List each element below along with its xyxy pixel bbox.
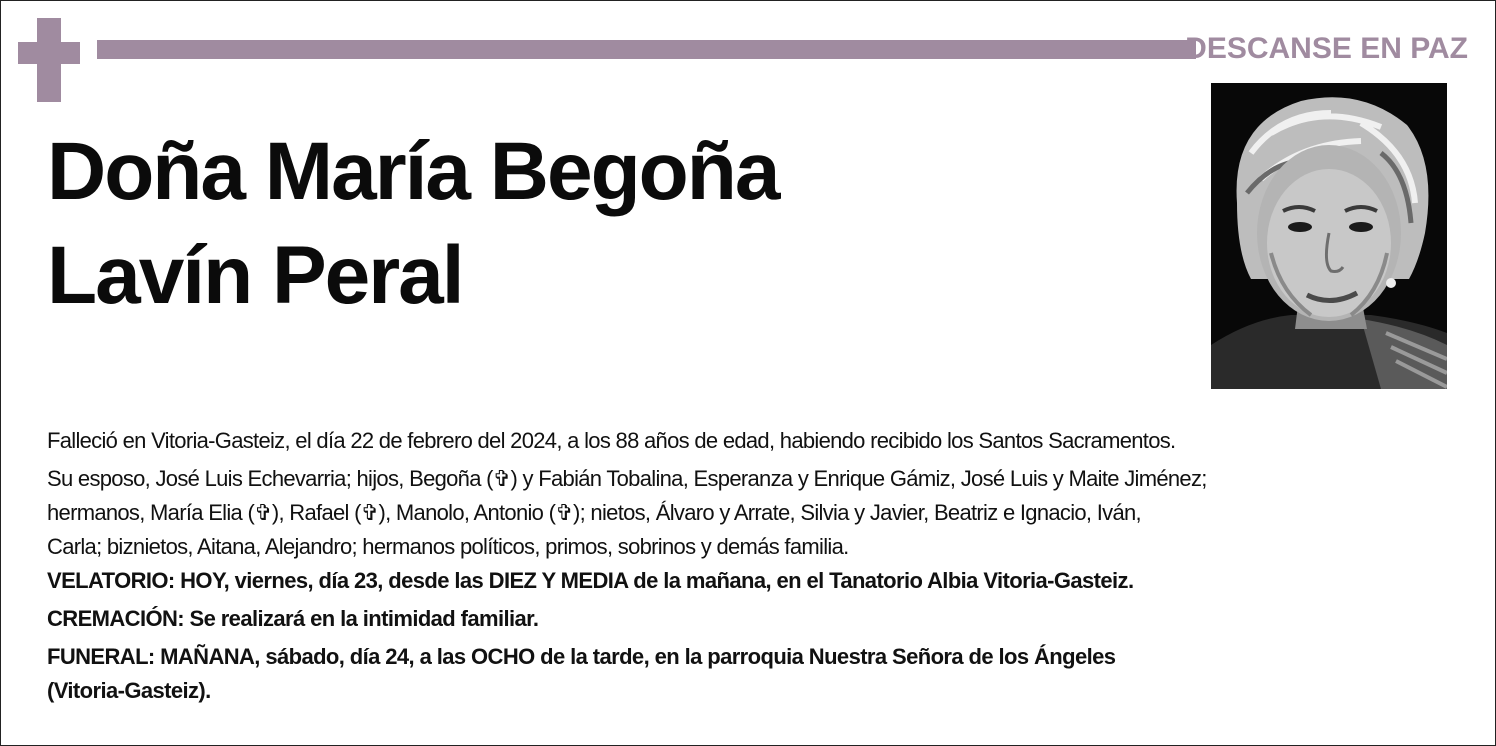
obituary-body <box>47 424 1467 712</box>
velatorio-info: VELATORIO: HOY, viernes, día 23, desde las DIEZ Y MEDIA de la mañana, en el Tanatorio Albia Vitoria-Gasteiz. <box>47 568 1134 593</box>
funeral-line-1: FUNERAL: MAÑANA, sábado, día 24, a las OCHO de la tarde, en la parroquia Nuestra Señora de los Ángeles <box>47 644 1116 669</box>
funeral-line-2: (Vitoria-Gasteiz). <box>47 678 211 703</box>
deceased-name <box>47 120 778 328</box>
family-list <box>47 462 1467 564</box>
death-notice: Falleció en Vitoria-Gasteiz, el día 22 de febrero del 2024, a los 88 años de edad, habiendo recibido los Santos Sacramentos. <box>47 428 1176 453</box>
name-line-1: Doña María Begoña <box>47 126 779 217</box>
portrait-photo <box>1211 83 1447 389</box>
name-line-2: Lavín Peral <box>47 230 463 321</box>
family-line-2: hermanos, María Elia (✞), Rafael (✞), Manolo, Antonio (✞); nietos, Álvaro y Arrate, Silvia y Javier, Beatriz e Ignacio, Iván, <box>47 500 1141 525</box>
rip-label: DESCANSE EN PAZ <box>1185 32 1468 65</box>
cross-icon <box>18 18 80 102</box>
header-rule <box>97 40 1196 59</box>
cremacion-info: CREMACIÓN: Se realizará en la intimidad familiar. <box>47 606 539 631</box>
family-line-1: Su esposo, José Luis Echevarria; hijos, Begoña (✞) y Fabián Tobalina, Esperanza y Enrique Gámiz, José Luis y Maite Jiménez; <box>47 466 1207 491</box>
family-line-3: Carla; biznietos, Aitana, Alejandro; hermanos políticos, primos, sobrinos y demás familia. <box>47 534 849 559</box>
funeral-info <box>47 640 1467 708</box>
